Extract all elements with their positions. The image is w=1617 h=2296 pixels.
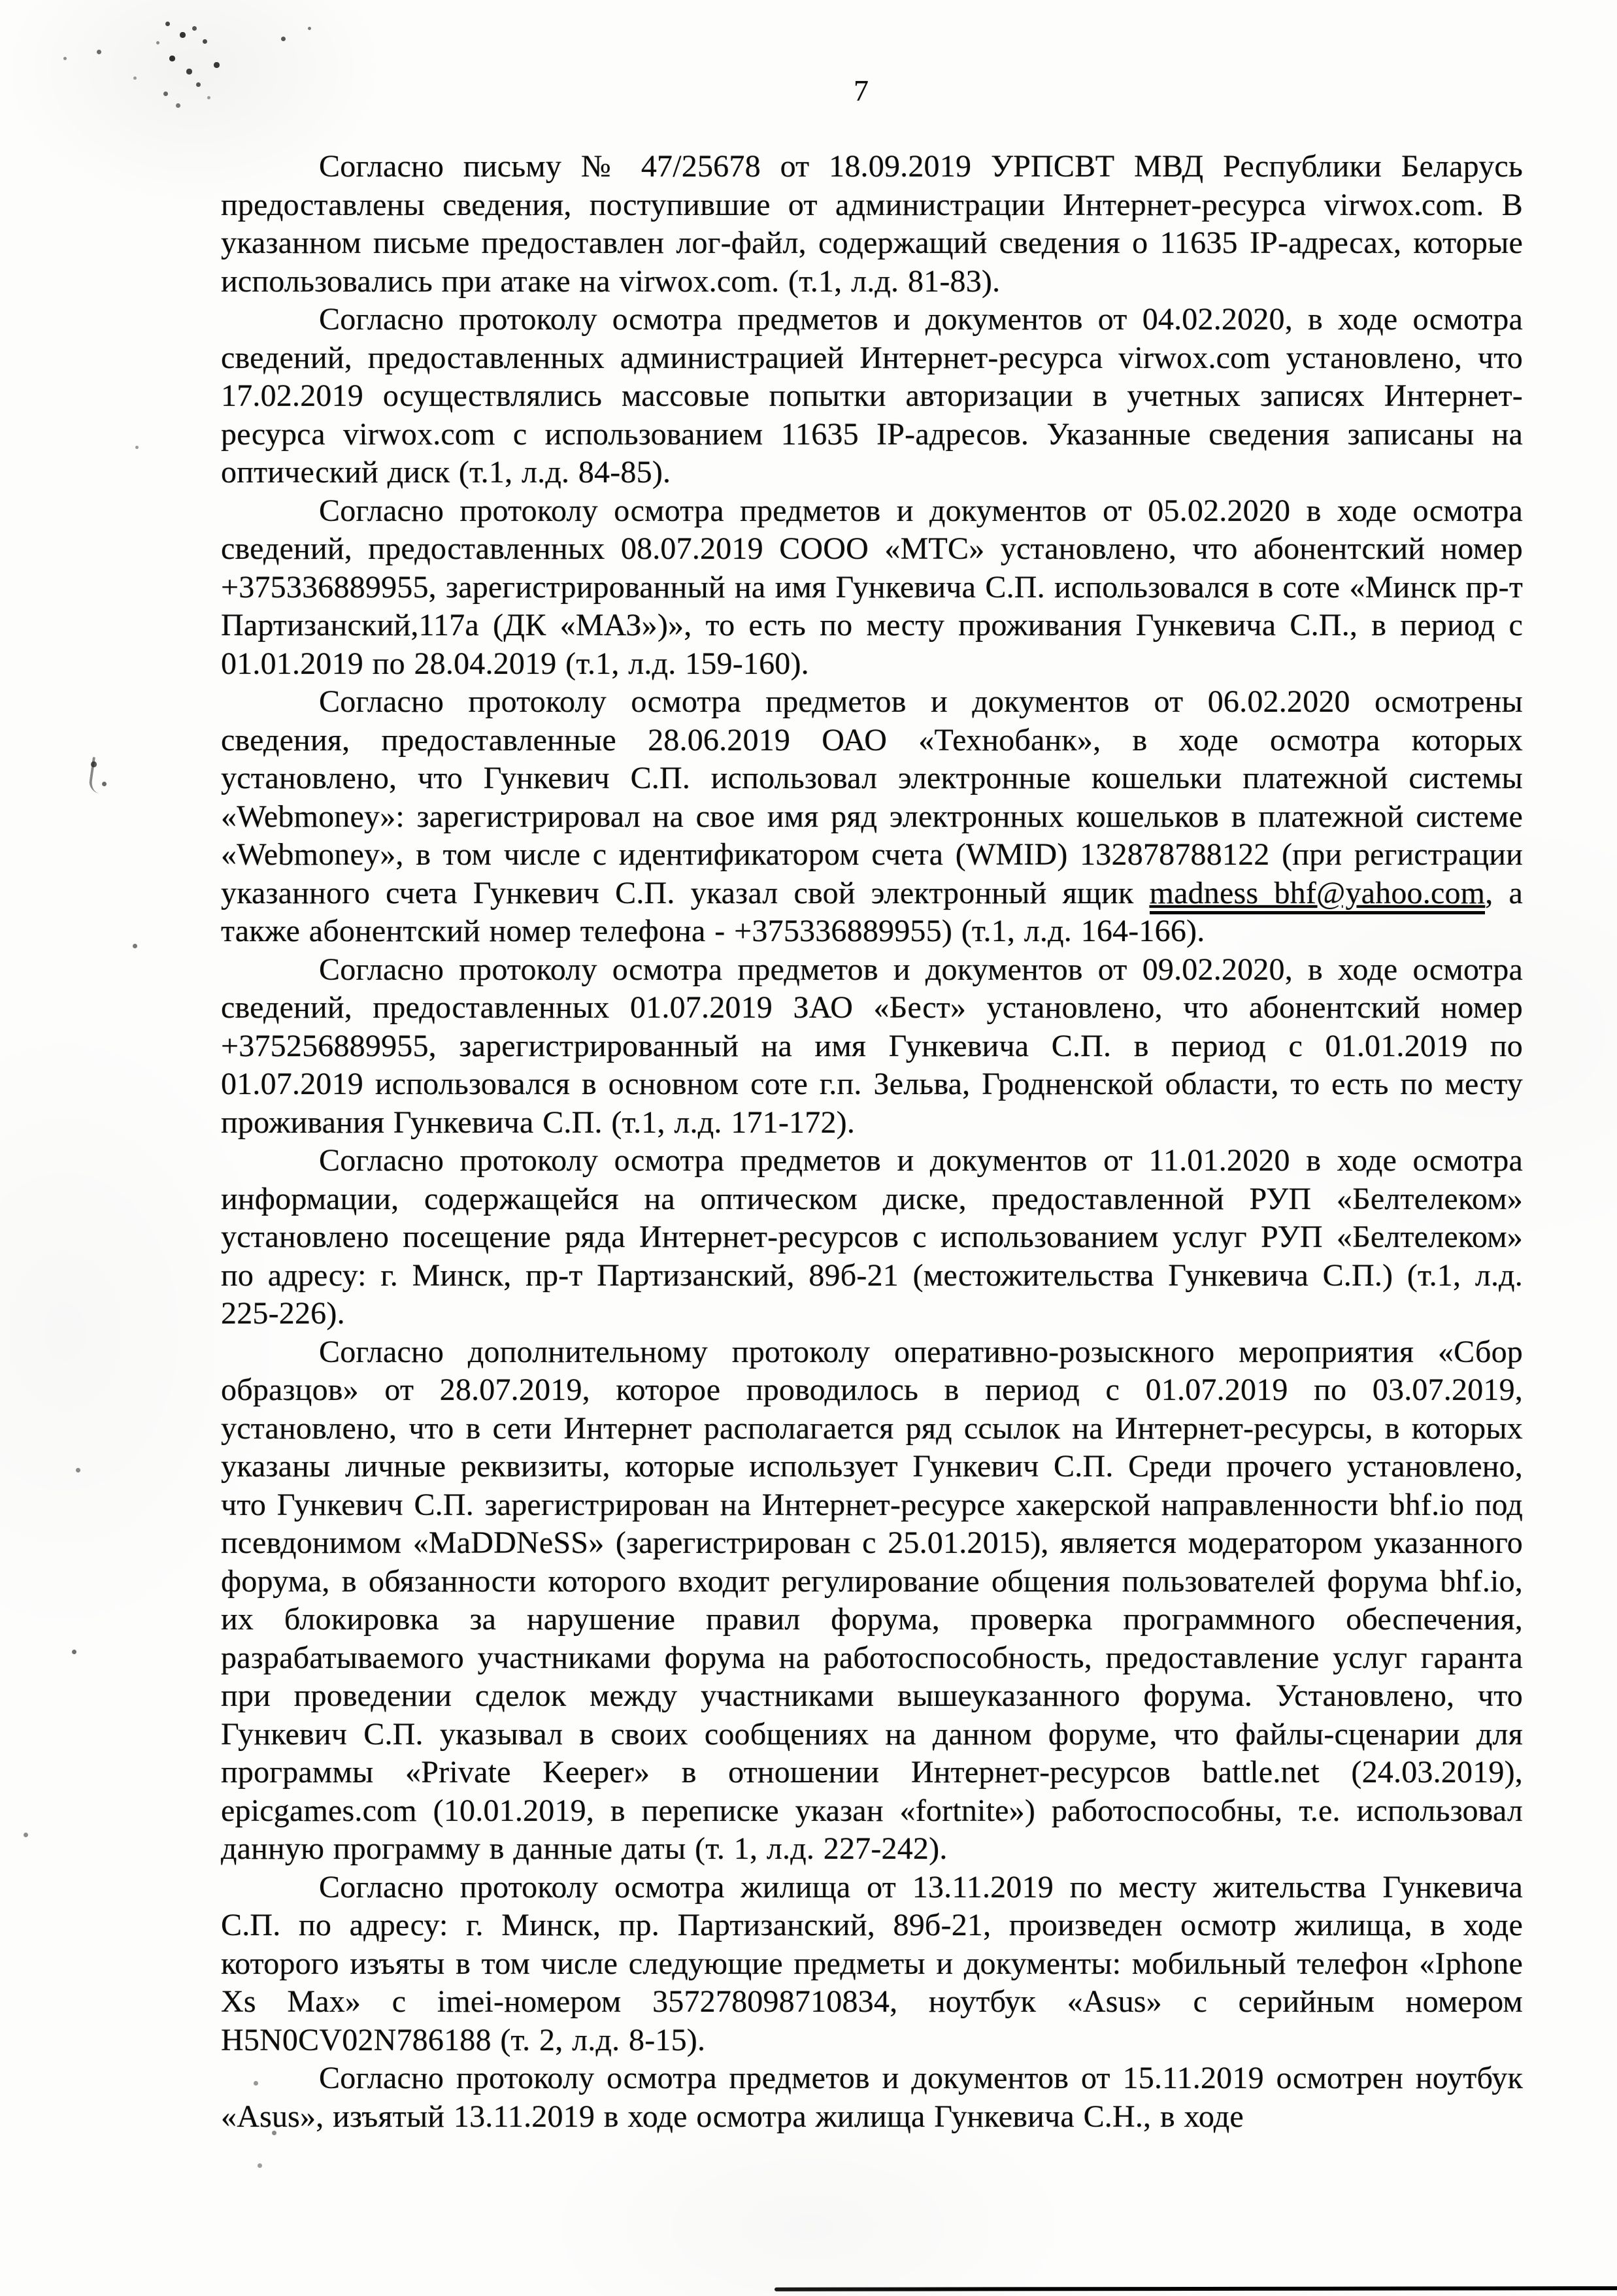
paragraph-protocol-05-02-2020-mts: Согласно протоколу осмотра предметов и документов от 05.02.2020 в ходе осмотра сведений, предоставленных 08.07.2019 СООО «МТС» установлено, что абонентский номер +375336889955, зарегистрированный на имя Гункевича С.П. использовался в соте «Минск пр-т Партизанский,117а (ДК «МАЗ»)», то есть по месту проживания Гункевича С.П., в период с 01.01.2019 по 28.04.2019 (т.1, л.д. 159-160). bbox=[221, 493, 1523, 681]
document-text-block bbox=[221, 148, 1523, 2136]
paragraph-text-after-email: , а также абонентский номер телефона - +375336889955) (т.1, л.д. 164-166). bbox=[221, 875, 1524, 948]
paragraph-protocol-09-02-2020-best: Согласно протоколу осмотра предметов и документов от 09.02.2020, в ходе осмотра сведений, предоставленных 01.07.2019 ЗАО «Бест» установлено, что абонентский номер +375256889955, зарегистрированный на имя Гункевича С.П. в период с 01.01.2019 по 01.07.2019 использовался в основном соте г.п. Зельва, Гродненской области, то есть по месту проживания Гункевича С.П. (т.1, л.д. 171-172). bbox=[221, 952, 1523, 1140]
paragraph-orm-sbor-obraztsov: Согласно дополнительному протоколу оперативно-розыскного мероприятия «Сбор образцов» от 28.07.2019, которое проводилось в период с 01.07.2019 по 03.07.2019, установлено, что в сети Интернет располагается ряд ссылок на Интернет-ресурсы, в которых указаны личные реквизиты, которые использует Гункевич С.П. Среди прочего установлено, что Гункевич С.П. зарегистрирован на Интернет-ресурсе хакерской направленности bhf.io под псевдонимом «MaDDNeSS» (зарегистрирован с 25.01.2015), является модератором указанного форума, в обязанности которого входит регулирование общения пользователей форума bhf.io, их блокировка за нарушение правил форума, проверка программного обеспечения, разрабатываемого участниками форума на работоспособность, предоставление услуг гаранта при проведении сделок между участниками вышеуказанного форума. Установлено, что Гункевич С.П. указывал в своих сообщениях на данном форуме, что файлы-сценарии для программы «Private Keeper» в отношении Интернет-ресурсов battle.net (24.03.2019), epicgames.com (10.01.2019, в переписке указан «fortnite») работоспособны, т.е. использовал данную программу в данные даты (т. 1, л.д. 227-242). bbox=[221, 1334, 1523, 1866]
page-number: 7 bbox=[854, 74, 869, 107]
paragraph-home-inspection-13-11-2019: Согласно протоколу осмотра жилища от 13.11.2019 по месту жительства Гункевича С.П. по адресу: г. Минск, пр. Партизанский, 89б-21, произведен осмотр жилища, в ходе которого изъяты в том числе следующие предметы и документы: мобильный телефон «Iphone Xs Max» с imei-номером 357278098710834, ноутбук «Asus» с серийным номером H5N0CV02N786188 (т. 2, л.д. 8-15). bbox=[221, 1869, 1523, 2057]
paragraph-text-before-email: Согласно протоколу осмотра предметов и документов от 06.02.2020 осмотрены сведения, предоставленные 28.06.2019 ОАО «Технобанк», в ходе осмотра которых установлено, что Гункевич С.П. использовал электронные кошельки платежной системы «Webmoney»: зарегистрировал на свое имя ряд электронных кошельков в платежной системе «Webmoney», в том числе с идентификатором счета (WMID) 132878788122 (при регистрации указанного счета Гункевич С.П. указал свой электронный ящик bbox=[221, 684, 1523, 910]
email-underlined: madness_bhf@yahoo.com bbox=[1150, 876, 1486, 914]
paragraph-protocol-06-02-2020-technobank bbox=[221, 683, 1523, 951]
scan-artifact-bottom-line bbox=[775, 2286, 1617, 2291]
paragraph-letter-virwox: Согласно письму № 47/25678 от 18.09.2019 УРПСВТ МВД Республики Беларусь предоставлены сведения, поступившие от администрации Интернет-ресурса virwox.com. В указанном письме предоставлен лог-файл, содержащий сведения о 11635 IP-адресах, которые использовались при атаке на virwox.com. (т.1, л.д. 81-83). bbox=[221, 149, 1523, 299]
scan-noise-speckles bbox=[0, 0, 2, 2]
paragraph-protocol-11-01-2020-beltelecom: Согласно протоколу осмотра предметов и документов от 11.01.2020 в ходе осмотра информации, содержащейся на оптическом диске, предоставленной РУП «Белтелеком» установлено посещение ряда Интернет-ресурсов с использованием услуг РУП «Белтелеком» по адресу: г. Минск, пр-т Партизанский, 89б-21 (местожительства Гункевича С.П.) (т.1, л.д. 225-226). bbox=[221, 1143, 1523, 1331]
paragraph-protocol-04-02-2020: Согласно протоколу осмотра предметов и документов от 04.02.2020, в ходе осмотра сведений, предоставленных администрацией Интернет-ресурса virwox.com установлено, что 17.02.2019 осуществлялись массовые попытки авторизации в учетных записях Интернет-ресурса virwox.com с использованием 11635 IP-адресов. Указанные сведения записаны на оптический диск (т.1, л.д. 84-85). bbox=[221, 302, 1523, 490]
scan-noise-margin-mark bbox=[88, 757, 112, 795]
paragraph-laptop-inspection-15-11-2019: Согласно протоколу осмотра предметов и документов от 15.11.2019 осмотрен ноутбук «Asus», изъятый 13.11.2019 в ходе осмотра жилища Гункевича С.Н., в ходе bbox=[221, 2061, 1523, 2134]
